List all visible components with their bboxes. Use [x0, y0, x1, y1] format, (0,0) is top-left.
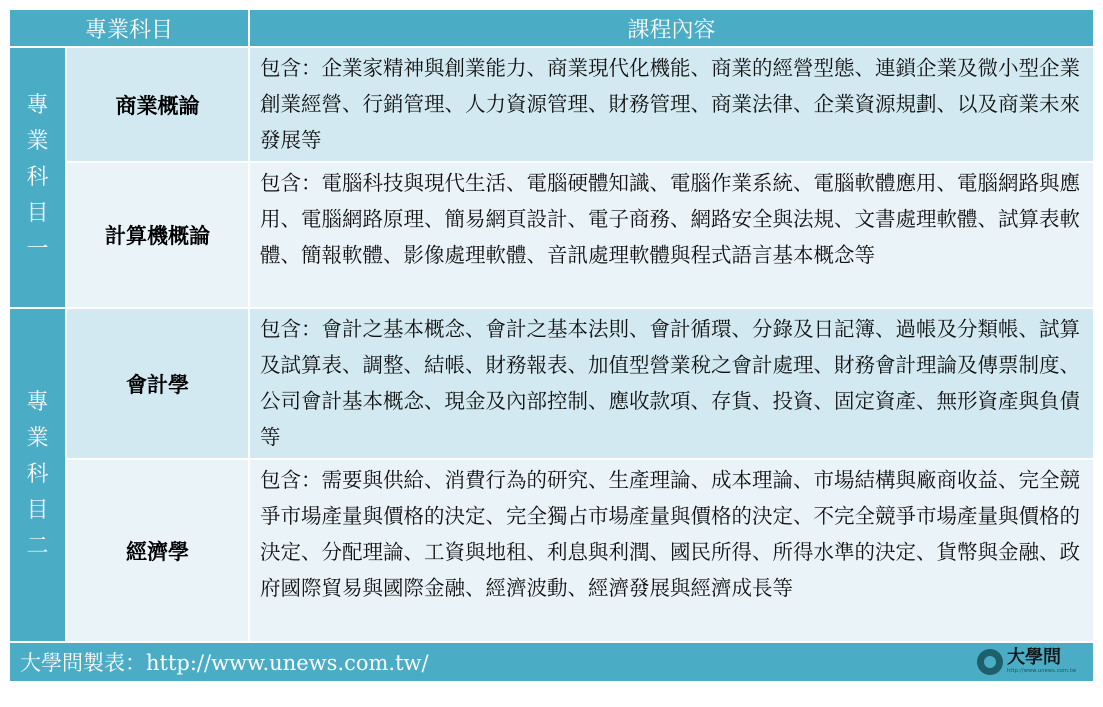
header-content: 課程內容 [249, 10, 1093, 47]
content-cell: 包含：企業家精神與創業能力、商業現代化機能、商業的經營型態、連鎖企業及微小型企業創業經營、行銷管理、人力資源管理、財務管理、商業法律、企業資源規劃、以及商業未來發展等 [249, 47, 1093, 162]
table-row [10, 47, 1093, 162]
logo-url: http://www.unews.com.tw [1007, 668, 1077, 674]
group-char: 業 [26, 426, 49, 451]
table-header-row [10, 10, 1093, 47]
group-char: 目 [26, 498, 49, 523]
group-label-1 [10, 47, 66, 308]
content-cell: 包含：需要與供給、消費行為的研究、生產理論、成本理論、市場結構與廠商收益、完全競爭市場產量與價格的決定、完全獨占市場產量與價格的決定、不完全競爭市場產量與價格的決定、分配理論、工資與地租、利息與利潤、國民所得、所得水準的決定、貨幣與金融、政府國際貿易與國際金融、經濟波動、經濟發展與經濟成長等 [249, 459, 1093, 641]
logo-mark-icon [977, 649, 1003, 675]
logo-text: 大學問 [1007, 647, 1061, 668]
table-footer [10, 643, 1093, 681]
source-credit: 大學問製表：http://www.unews.com.tw/ [20, 651, 429, 675]
group-char: 業 [26, 128, 49, 154]
group-char: 二 [26, 534, 49, 559]
group-label-2 [10, 308, 66, 641]
table-row [10, 162, 1093, 308]
subject-cell: 經濟學 [66, 459, 249, 641]
course-table [10, 10, 1093, 641]
unews-logo [977, 647, 1085, 677]
content-cell: 包含：電腦科技與現代生活、電腦硬體知識、電腦作業系統、電腦軟體應用、電腦網路與應用、電腦網路原理、簡易網頁設計、電子商務、網路安全與法規、文書處理軟體、試算表軟體、簡報軟體、影像處理軟體、音訊處理軟體與程式語言基本概念等 [249, 162, 1093, 308]
subject-cell: 商業概論 [66, 47, 249, 162]
group-char: 專 [26, 390, 49, 415]
group-char: 專 [26, 92, 49, 118]
table-row [10, 459, 1093, 641]
subject-cell: 會計學 [66, 308, 249, 459]
group-char: 目 [26, 200, 49, 226]
group-char: 科 [26, 462, 49, 487]
course-table-wrapper [10, 10, 1093, 681]
header-subject: 專業科目 [10, 10, 249, 47]
table-row [10, 308, 1093, 459]
group-char: 科 [26, 164, 49, 190]
group-char: 一 [26, 236, 49, 262]
subject-cell: 計算機概論 [66, 162, 249, 308]
content-cell: 包含：會計之基本概念、會計之基本法則、會計循環、分錄及日記簿、過帳及分類帳、試算及試算表、調整、結帳、財務報表、加值型營業稅之會計處理、財務會計理論及傳票制度、公司會計基本概念、現金及內部控制、應收款項、存貨、投資、固定資產、無形資產與負債等 [249, 308, 1093, 459]
